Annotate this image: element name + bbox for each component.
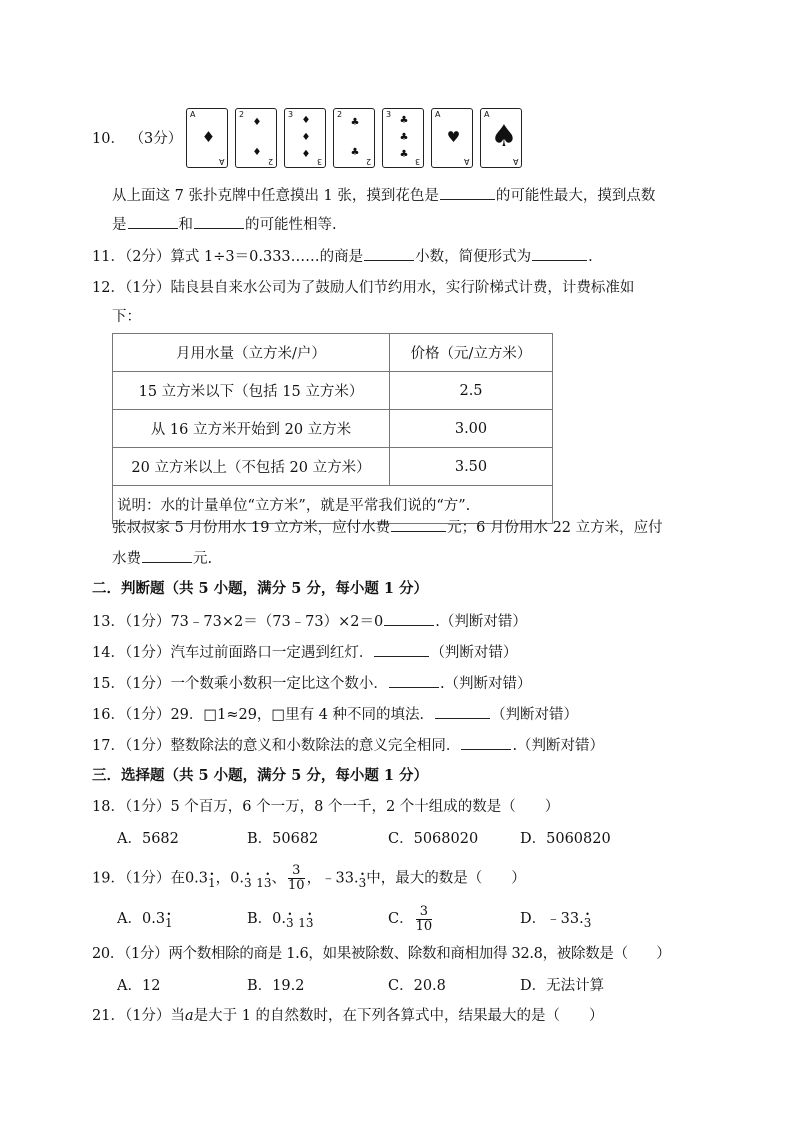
number-part: 0.3 (184, 870, 208, 887)
number-part: ﹣33. (546, 911, 584, 927)
q12-after1 (112, 517, 663, 538)
repeating-digit: 3 • (286, 910, 294, 936)
repeating-digit: 1 • (208, 870, 216, 896)
diamond-icon: ♦ (201, 127, 216, 146)
q12-text: 陆良县自来水公司为了鼓励人们节约用水，实行阶梯式计费，计费标准如 (170, 280, 635, 296)
q10-text: 的可能性最大，摸到点数 (495, 188, 656, 204)
answer-blank[interactable] (384, 611, 434, 626)
diamond-icon: ♦ (252, 146, 262, 158)
q-number: 14． (92, 645, 125, 661)
q11 (92, 246, 593, 267)
option-a[interactable] (117, 906, 173, 932)
option-b[interactable] (247, 906, 314, 932)
q19 (92, 864, 526, 893)
card-rank: 3 (386, 110, 392, 119)
diamond-icon: ♦ (301, 148, 311, 160)
answer-blank[interactable] (194, 214, 244, 229)
answer-blank[interactable] (532, 246, 587, 261)
q10-text: 的可能性相等. (245, 217, 337, 233)
diamond-icon: ♦ (301, 131, 311, 143)
q-number: 16． (92, 707, 125, 723)
q12-text: 元. (193, 551, 213, 567)
repeating-digit: 1 • (165, 910, 173, 936)
q-score: （1分） (124, 707, 171, 723)
option-b[interactable]: B．50682 (247, 831, 319, 847)
club-icon: ♣ (350, 116, 360, 128)
table-cell: 3.50 (390, 448, 553, 486)
q12-text: 下： (112, 309, 141, 325)
q18 (92, 797, 559, 817)
q-tail: （判断对错） (430, 645, 518, 661)
separator: ， (306, 870, 322, 887)
fraction-numerator: 3 (416, 905, 433, 920)
playing-card (284, 108, 326, 168)
answer-blank[interactable] (435, 704, 490, 719)
option-label: C． (388, 911, 414, 927)
q11-text: . (588, 249, 593, 265)
option-d[interactable]: D．5060820 (520, 831, 611, 847)
option-c[interactable] (388, 902, 434, 936)
option-a[interactable]: A．12 (117, 978, 161, 994)
q-text: 中，最大的数是（ ） (366, 870, 526, 887)
card-rank: A (218, 157, 224, 166)
q16 (92, 704, 578, 725)
q-score: （1分） (124, 614, 171, 630)
q12-text: 张叔叔家 5 月份用水 19 立方米，应付水费 (112, 520, 391, 536)
club-icon: ♣ (399, 148, 409, 160)
number-part: 0. (272, 911, 286, 927)
answer-blank[interactable] (142, 548, 192, 563)
fraction-numerator: 3 (288, 864, 305, 879)
q12-line1 (92, 278, 634, 298)
fraction (288, 864, 305, 893)
repeating-digit: 3 • (584, 910, 592, 936)
card-rank: 3 (414, 157, 420, 166)
option-d[interactable] (520, 906, 591, 932)
answer-blank[interactable] (391, 517, 446, 532)
card-rank: 2 (267, 157, 273, 166)
playing-card (480, 108, 522, 168)
q12-score: （1分） (124, 280, 171, 296)
q-number: 13． (92, 614, 125, 630)
club-icon: ♣ (399, 114, 409, 126)
playing-card (431, 108, 473, 168)
answer-blank[interactable] (374, 642, 429, 657)
table-cell: 从 16 立方米开始到 20 立方米 (113, 410, 390, 448)
card-rank: A (190, 110, 196, 119)
option-label: D． (520, 911, 547, 927)
number-part: 1 (256, 875, 264, 890)
table-row (113, 410, 553, 448)
q-number: 20． (92, 946, 125, 962)
price-table (112, 333, 553, 524)
card-rank: A (512, 157, 518, 166)
card-rank: A (435, 110, 441, 119)
q-number: 21． (92, 1008, 125, 1024)
q21 (92, 1006, 604, 1026)
q-tail: （判断对错） (491, 707, 579, 723)
q-text: 是大于 1 的自然数时，在下列各算式中，结果最大的是（ ） (193, 1008, 604, 1024)
playing-cards (186, 108, 522, 168)
card-rank: A (463, 157, 469, 166)
option-c[interactable]: C．20.8 (388, 978, 446, 994)
q-text: 当 (170, 1008, 185, 1024)
table-cell: 2.5 (390, 372, 553, 410)
q12-text: 元；6 月份用水 22 立方米，应付 (447, 520, 663, 536)
number-part: 1 (298, 916, 306, 930)
q-tail: .（判断对错） (435, 614, 527, 630)
q-number: 17． (92, 738, 125, 754)
q-number: 19． (92, 870, 125, 887)
table-note: 说明：水的计量单位“立方米”，就是平常我们说的“方”. (113, 486, 553, 524)
q10-line1 (112, 185, 655, 206)
playing-card (186, 108, 228, 168)
q-score: （1分） (124, 870, 171, 887)
separator: ， (215, 870, 231, 887)
q12-after2 (112, 548, 212, 569)
q-text: 整数除法的意义和小数除法的意义完全相同． (170, 738, 461, 754)
option-a[interactable]: A．5682 (117, 831, 179, 847)
q-text: 73﹣73×2＝（73﹣73）×2＝0 (170, 614, 384, 630)
repeating-digit: 3 • (306, 910, 314, 936)
q20 (92, 944, 670, 964)
q17 (92, 735, 604, 756)
club-icon: ♣ (399, 131, 409, 143)
q-text: 两个数相除的商是 1.6，如果被除数、除数和商相加得 32.8，被除数是（ ） (168, 946, 671, 962)
repeating-digit: 3 • (244, 870, 252, 896)
q14 (92, 642, 517, 663)
number-part: 0.3 (141, 911, 166, 927)
answer-blank[interactable] (440, 185, 495, 200)
section-title: 三．选择题（共 5 小题，满分 5 分，每小题 1 分） (92, 767, 429, 784)
card-rank: 2 (365, 157, 371, 166)
q11-text: 算式 1÷3＝0.333……的商是 (170, 249, 364, 265)
q10-line2 (112, 214, 337, 235)
q10-text: 和 (178, 217, 193, 233)
card-rank: 3 (288, 110, 294, 119)
option-c[interactable]: C．5068020 (388, 831, 479, 847)
number-part: ﹣33. (321, 870, 359, 887)
q12-number: 12． (92, 280, 125, 296)
repeating-digit: 3 • (264, 870, 272, 896)
q11-number: 11． (92, 249, 125, 265)
table-row (113, 372, 553, 410)
q-score: （1分） (124, 799, 171, 815)
q12-line2 (112, 307, 141, 327)
q-text: 在 (170, 870, 185, 887)
q-tail: .（判断对错） (512, 738, 605, 754)
table-cell: 15 立方米以下（包括 15 立方米） (113, 372, 390, 410)
number-part: 0. (230, 870, 244, 887)
q10-header (92, 129, 182, 149)
answer-blank[interactable] (364, 246, 414, 261)
fraction (416, 905, 433, 934)
repeating-digit: 3 • (359, 870, 367, 896)
playing-card (382, 108, 424, 168)
q-score: （1分） (124, 946, 169, 962)
q-score: （1分） (124, 676, 171, 692)
q-number: 18． (92, 799, 125, 815)
q-score: （1分） (124, 645, 171, 661)
separator: 、 (271, 870, 287, 887)
fraction-denominator: 10 (288, 878, 305, 893)
answer-blank[interactable] (128, 214, 178, 229)
card-rank: A (484, 110, 490, 119)
spade-icon: ♠ (490, 118, 518, 154)
q-text: 29．□1≈29，□里有 4 种不同的填法． (170, 707, 435, 723)
option-label: A． (117, 911, 142, 927)
q10-text: 从上面这 7 张扑克牌中任意摸出 1 张，摸到花色是 (112, 188, 439, 204)
table-header-row (113, 334, 553, 372)
q-number: 15． (92, 676, 125, 692)
q10-text: 是 (112, 217, 127, 233)
table-row (113, 448, 553, 486)
q-text: 一个数乘小数积一定比这个数小． (170, 676, 388, 692)
option-d[interactable]: D．无法计算 (520, 978, 605, 994)
section-title: 二．判断题（共 5 小题，满分 5 分，每小题 1 分） (92, 580, 429, 597)
q15 (92, 673, 532, 694)
q-text: 汽车过前面路口一定遇到红灯． (170, 645, 374, 661)
option-b[interactable]: B．19.2 (247, 978, 305, 994)
table-cell: 20 立方米以上（不包括 20 立方米） (113, 448, 390, 486)
playing-card (333, 108, 375, 168)
club-icon: ♣ (350, 146, 360, 158)
table-header: 价格（元/立方米） (390, 334, 553, 372)
playing-card (235, 108, 277, 168)
diamond-icon: ♦ (301, 114, 311, 126)
option-label: B． (247, 911, 273, 927)
q-tail: .（判断对错） (439, 676, 532, 692)
answer-blank[interactable] (461, 735, 511, 750)
card-rank: 2 (337, 110, 343, 119)
heart-icon: ♥ (446, 127, 461, 146)
card-rank: 3 (316, 157, 322, 166)
table-header: 月用水量（立方米/户） (113, 334, 390, 372)
q10-score: （3分） (129, 131, 183, 147)
card-rank: 2 (239, 110, 245, 119)
diamond-icon: ♦ (252, 116, 262, 128)
q11-score: （2分） (124, 249, 171, 265)
table-cell: 3.00 (390, 410, 553, 448)
q-text: 5 个百万，6 个一万，8 个一千，2 个十组成的数是（ ） (170, 799, 560, 815)
fraction-denominator: 10 (415, 918, 433, 934)
q-score: （1分） (124, 1008, 171, 1024)
q12-text: 水费 (112, 551, 141, 567)
variable: a (184, 1008, 194, 1024)
answer-blank[interactable] (389, 673, 439, 688)
q10-number: 10． (92, 131, 125, 147)
q-score: （1分） (124, 738, 171, 754)
q13 (92, 611, 527, 632)
q11-text: 小数，简便形式为 (415, 249, 532, 265)
